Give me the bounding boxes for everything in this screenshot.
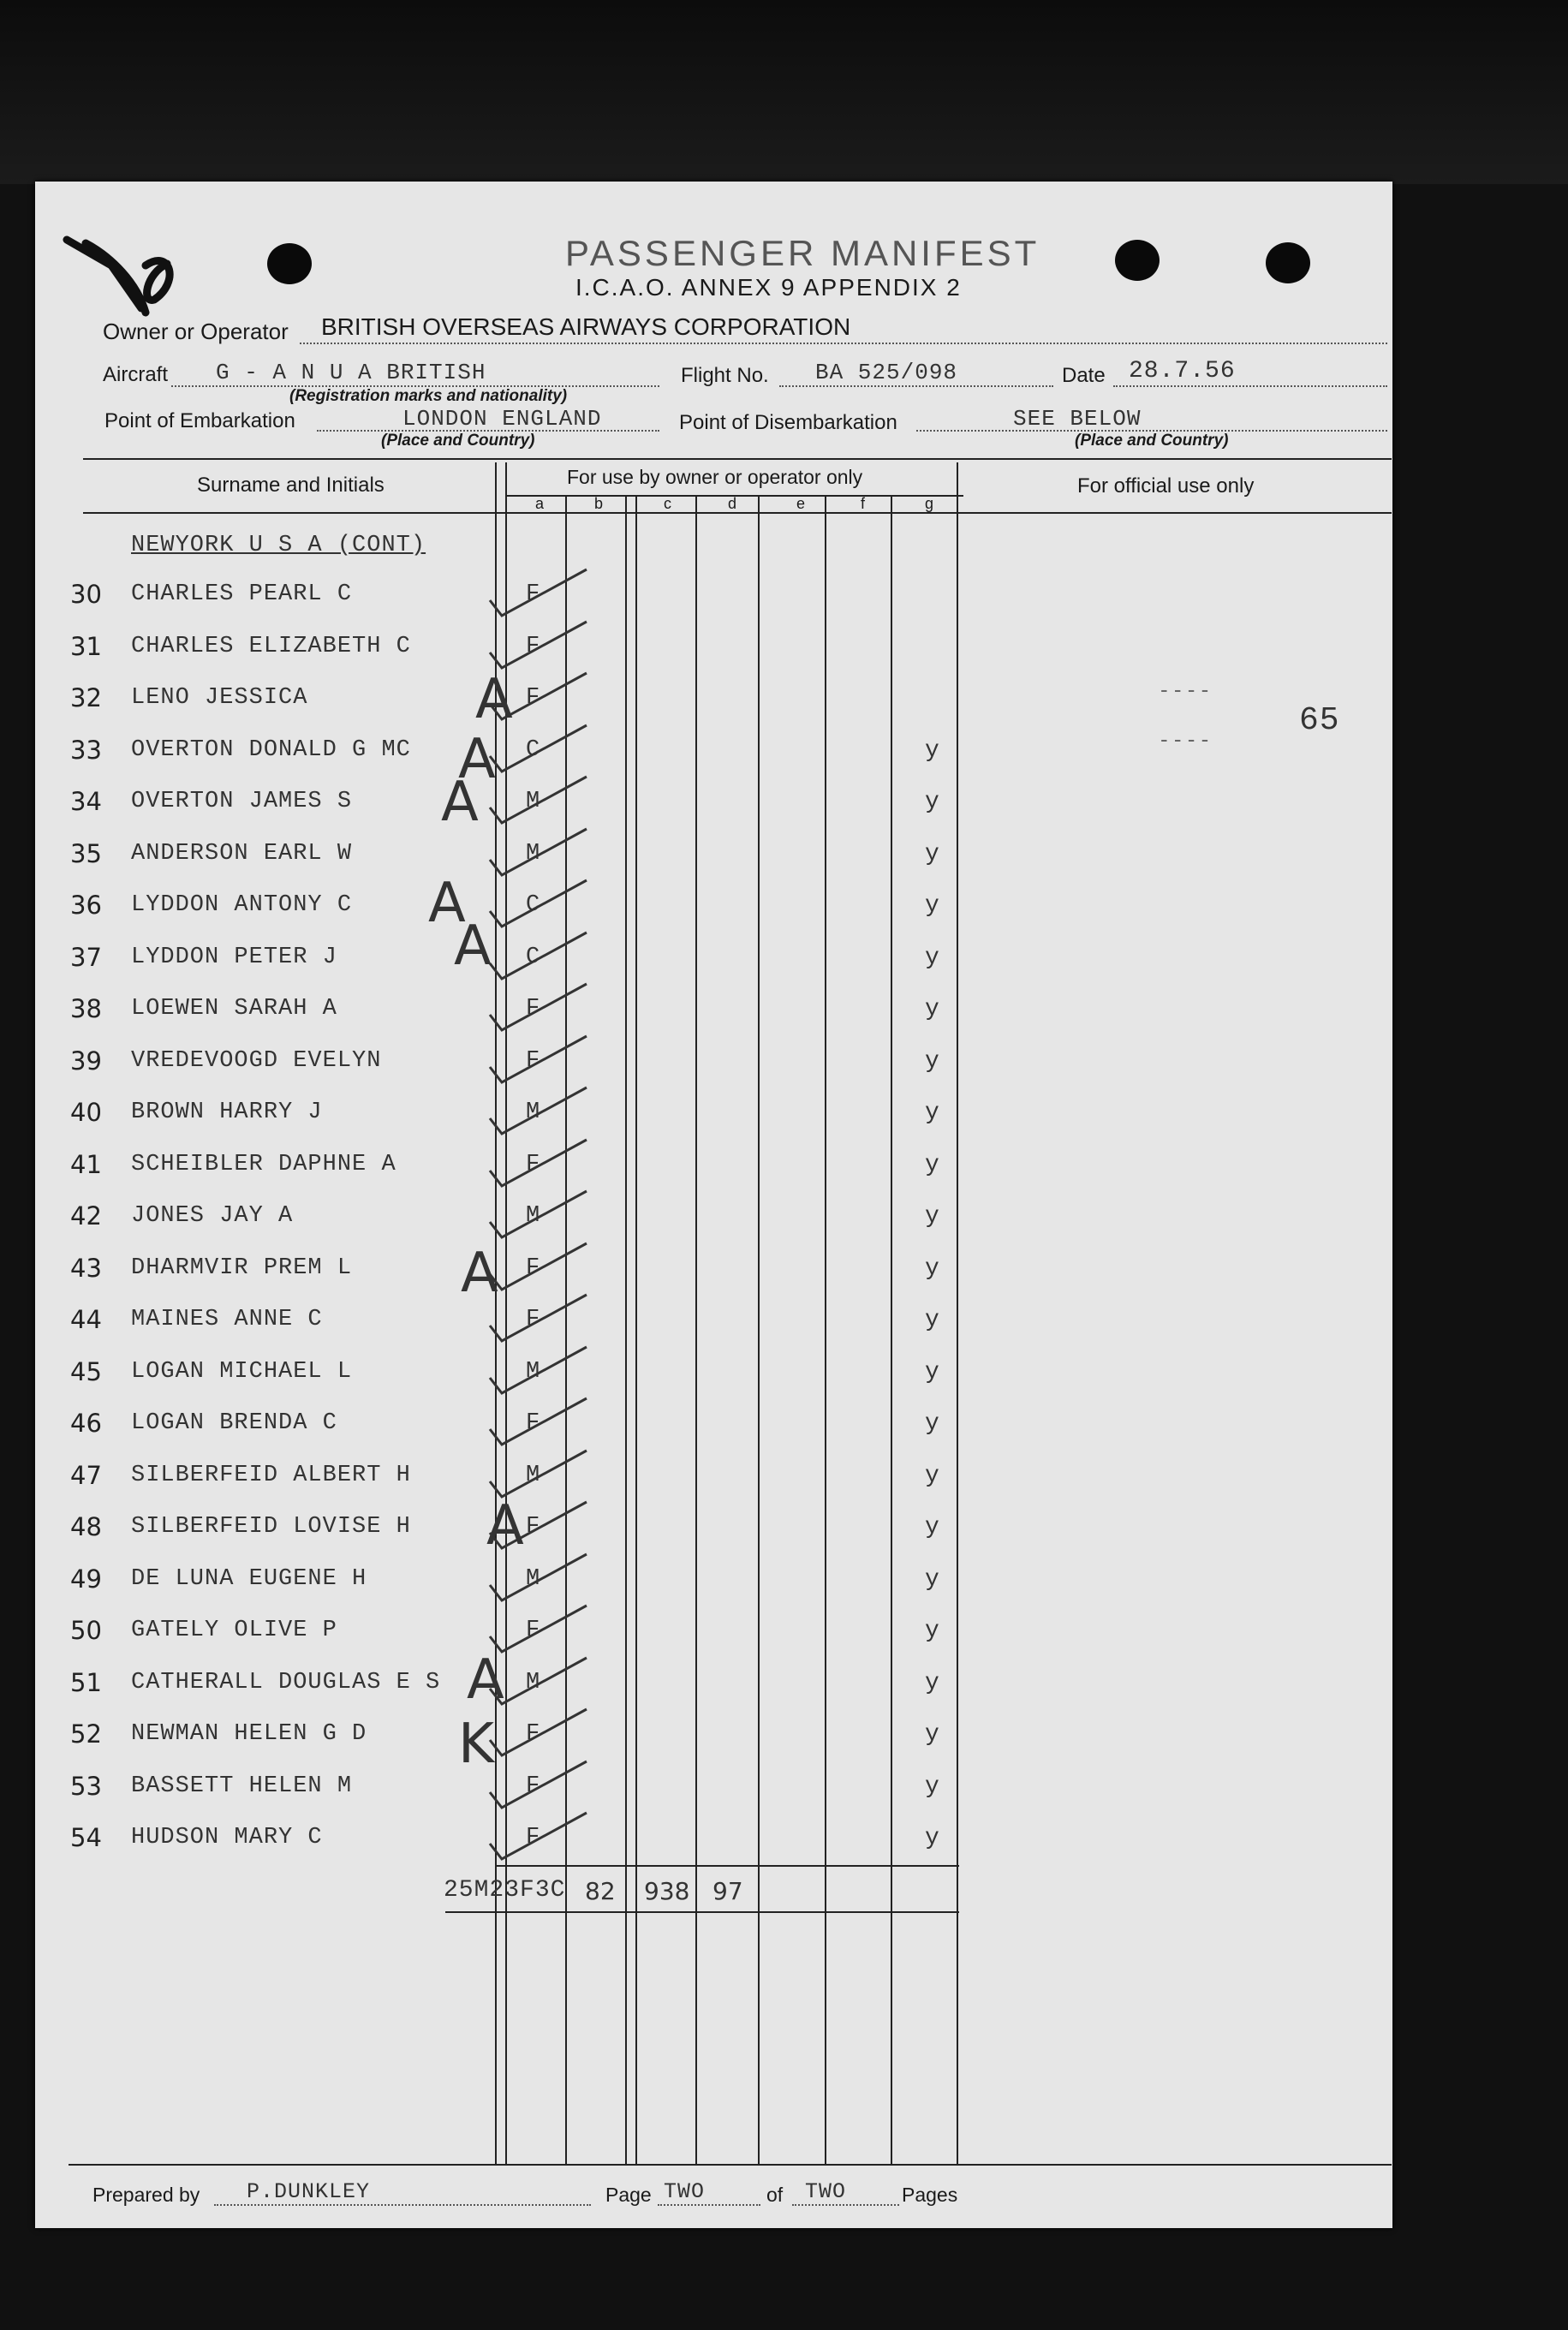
row-number: 32 <box>70 683 102 712</box>
passenger-sex: F <box>526 1721 541 1747</box>
table-row <box>0 987 1568 1039</box>
owner-line <box>300 343 1387 344</box>
column-g-mark: y <box>925 1618 940 1644</box>
table-row <box>0 625 1568 676</box>
table-bottom-rule <box>69 2164 1392 2166</box>
passenger-sex: F <box>526 996 541 1022</box>
passenger-name: SILBERFEID LOVISE H <box>131 1514 411 1540</box>
table-row <box>0 1558 1568 1609</box>
passenger-name: BASSETT HELEN M <box>131 1773 353 1799</box>
passenger-name: CATHERALL DOUGLAS E S <box>131 1669 441 1695</box>
handwritten-annotation: A <box>486 1494 524 1558</box>
row-number: 37 <box>70 942 102 972</box>
passenger-name: HUDSON MARY C <box>131 1825 323 1850</box>
row-number: 48 <box>70 1512 102 1541</box>
table-row <box>0 1298 1568 1350</box>
column-g-mark: y <box>925 840 940 867</box>
passenger-name: BROWN HARRY J <box>131 1099 323 1125</box>
column-g-mark: y <box>925 789 940 815</box>
disembark-label: Point of Disembarkation <box>679 411 897 434</box>
passenger-name: SILBERFEID ALBERT H <box>131 1462 411 1488</box>
total-a: 25M23F3C <box>444 1877 566 1904</box>
passenger-sex: M <box>526 789 541 814</box>
table-top-rule <box>83 458 1392 460</box>
aircraft-value: G - A N U A BRITISH <box>216 360 486 385</box>
sub-col-b: b <box>594 495 604 512</box>
passenger-sex: F <box>526 633 541 659</box>
official-count: 65 <box>1299 702 1340 739</box>
aircraft-label: Aircraft <box>103 363 169 386</box>
column-g-mark: y <box>925 1254 940 1282</box>
official-dashes: - - - - <box>1160 726 1209 752</box>
passenger-sex: F <box>526 685 541 711</box>
row-number: 43 <box>70 1253 102 1283</box>
passenger-sex: M <box>526 1099 541 1125</box>
punch-hole <box>267 243 312 284</box>
row-number: 34 <box>70 787 102 816</box>
table-row <box>0 1402 1568 1453</box>
table-row <box>0 1091 1568 1142</box>
column-g-mark: y <box>925 1410 940 1437</box>
table-row <box>0 936 1568 987</box>
row-number: 35 <box>70 838 102 868</box>
column-g-mark: y <box>925 1358 940 1385</box>
owner-label: Owner or Operator <box>103 319 289 344</box>
passenger-sex: C <box>526 736 541 763</box>
sub-col-a: a <box>535 495 545 512</box>
column-g-mark: y <box>925 1721 940 1748</box>
form-subtitle: I.C.A.O. ANNEX 9 APPENDIX 2 <box>575 274 962 301</box>
row-number: 39 <box>70 1046 102 1076</box>
column-g-mark: y <box>925 996 940 1022</box>
sub-col-e: e <box>796 495 806 512</box>
table-row <box>0 1765 1568 1816</box>
of-value: TWO <box>805 2179 847 2204</box>
row-number: 42 <box>70 1201 102 1231</box>
column-g-mark: y <box>925 1151 940 1178</box>
prepared-value: P.DUNKLEY <box>247 2179 371 2204</box>
passenger-name: DHARMVIR PREM L <box>131 1254 353 1281</box>
row-number: 31 <box>70 631 102 661</box>
passenger-sex: F <box>526 1825 541 1850</box>
date-line <box>1113 385 1387 387</box>
page-line <box>658 2204 760 2206</box>
col-header-name: Surname and Initials <box>197 474 385 497</box>
date-value: 28.7.56 <box>1129 358 1236 384</box>
column-g-mark: y <box>925 1773 940 1800</box>
column-g-mark: y <box>925 1669 940 1696</box>
table-row <box>0 832 1568 884</box>
owner-value: BRITISH OVERSEAS AIRWAYS CORPORATION <box>321 313 851 340</box>
sub-col-f: f <box>861 495 866 512</box>
row-number: 30 <box>70 580 102 609</box>
table-row <box>0 1661 1568 1713</box>
table-row <box>0 1816 1568 1868</box>
row-number: 50 <box>70 1616 102 1645</box>
handwritten-annotation: A <box>454 915 492 978</box>
column-g-mark: y <box>925 736 940 764</box>
table-row <box>0 1505 1568 1557</box>
row-number: 54 <box>70 1823 102 1852</box>
row-number: 44 <box>70 1305 102 1334</box>
sub-col-d: d <box>728 495 737 512</box>
passenger-sex: F <box>526 1410 541 1436</box>
passenger-name: LOEWEN SARAH A <box>131 996 337 1022</box>
table-row <box>0 1609 1568 1660</box>
handwritten-annotation: A <box>458 728 496 791</box>
flight-line <box>779 385 1053 387</box>
table-row <box>0 1195 1568 1246</box>
embark-value: LONDON ENGLAND <box>402 406 602 432</box>
table-row <box>0 1713 1568 1764</box>
date-label: Date <box>1062 364 1106 387</box>
column-g-mark: y <box>925 1514 940 1540</box>
passenger-sex: F <box>526 1254 541 1281</box>
passenger-sex: M <box>526 840 541 867</box>
totals-bottom-rule <box>445 1911 959 1913</box>
passenger-sex: M <box>526 1565 541 1592</box>
row-number: 51 <box>70 1667 102 1697</box>
handwritten-annotation: A <box>428 872 466 935</box>
passenger-sex: F <box>526 1773 541 1799</box>
passenger-name: ANDERSON EARL W <box>131 840 353 867</box>
table-row <box>0 1040 1568 1091</box>
passenger-sex: F <box>526 1047 541 1074</box>
handwritten-annotation: A <box>467 1648 504 1712</box>
flight-value: BA 525/098 <box>815 360 958 385</box>
handwritten-annotation: A <box>441 771 479 834</box>
column-g-mark: y <box>925 1099 940 1126</box>
passenger-name: SCHEIBLER DAPHNE A <box>131 1151 396 1177</box>
table-row <box>0 1454 1568 1505</box>
row-number: 41 <box>70 1149 102 1179</box>
pages-label: Pages <box>902 2184 958 2206</box>
column-g-mark: y <box>925 1462 940 1489</box>
passenger-name: OVERTON JAMES S <box>131 789 353 814</box>
sub-col-g: g <box>925 495 934 512</box>
handwritten-annotation: A <box>461 1242 498 1305</box>
passenger-name: GATELY OLIVE P <box>131 1618 337 1643</box>
passenger-sex: M <box>526 1669 541 1695</box>
row-number: 36 <box>70 891 102 920</box>
punch-hole <box>1115 240 1160 281</box>
table-row <box>0 780 1568 831</box>
passenger-name: LYDDON PETER J <box>131 944 337 970</box>
column-g-mark: y <box>925 1047 940 1075</box>
prepared-label: Prepared by <box>92 2184 200 2206</box>
row-number: 53 <box>70 1771 102 1801</box>
passenger-name: LENO JESSICA <box>131 685 308 711</box>
row-number: 45 <box>70 1356 102 1386</box>
passenger-name: LOGAN MICHAEL L <box>131 1358 353 1385</box>
row-number: 49 <box>70 1564 102 1594</box>
passenger-name: JONES JAY A <box>131 1203 294 1229</box>
passenger-sex: F <box>526 1151 541 1177</box>
passenger-sex: M <box>526 1358 541 1385</box>
passenger-sex: F <box>526 1618 541 1643</box>
passenger-name: NEWMAN HELEN G D <box>131 1721 367 1747</box>
passenger-name: CHARLES ELIZABETH C <box>131 633 411 659</box>
col-header-owner: For use by owner or operator only <box>567 466 863 488</box>
embark-label: Point of Embarkation <box>104 409 295 432</box>
total-c: 938 <box>644 1877 690 1905</box>
row-number: 33 <box>70 735 102 765</box>
col-header-official: For official use only <box>1077 474 1255 498</box>
passenger-sex: F <box>526 1307 541 1332</box>
embark-note: (Place and Country) <box>381 432 535 450</box>
passenger-name: MAINES ANNE C <box>131 1307 323 1332</box>
form-title: PASSENGER MANIFEST <box>565 233 1040 273</box>
row-number: 47 <box>70 1460 102 1490</box>
column-g-mark: y <box>925 1565 940 1593</box>
passenger-sex: M <box>526 1203 541 1229</box>
prepared-line <box>214 2204 591 2206</box>
table-row <box>0 1350 1568 1402</box>
passenger-sex: F <box>526 1514 541 1540</box>
passenger-name: LOGAN BRENDA C <box>131 1410 337 1436</box>
of-line <box>792 2204 899 2206</box>
table-row <box>0 573 1568 624</box>
table-row <box>0 1143 1568 1195</box>
column-g-mark: y <box>925 944 940 971</box>
passenger-sex: C <box>526 944 541 970</box>
passenger-name: VREDEVOOGD EVELYN <box>131 1047 382 1074</box>
row-number: 40 <box>70 1098 102 1127</box>
column-g-mark: y <box>925 892 940 919</box>
row-number: 52 <box>70 1719 102 1749</box>
table-row <box>0 884 1568 935</box>
passenger-name: DE LUNA EUGENE H <box>131 1565 367 1592</box>
row-number: 38 <box>70 994 102 1023</box>
punch-hole <box>1266 242 1310 283</box>
passenger-sex: M <box>526 1462 541 1488</box>
passenger-sex: F <box>526 581 541 607</box>
passenger-name: LYDDON ANTONY C <box>131 892 353 918</box>
of-label: of <box>766 2184 784 2206</box>
table-row <box>0 1247 1568 1298</box>
table-header-rule <box>83 512 1392 514</box>
registration-note: (Registration marks and nationality) <box>289 387 568 405</box>
total-b: 82 <box>585 1877 616 1905</box>
passenger-sex: C <box>526 892 541 918</box>
section-heading: NEWYORK U S A (CONT) <box>131 533 426 558</box>
column-g-mark: y <box>925 1825 940 1851</box>
handwritten-annotation: A <box>475 668 513 731</box>
column-g-mark: y <box>925 1203 940 1230</box>
page-value: TWO <box>664 2179 706 2204</box>
row-number: 46 <box>70 1409 102 1438</box>
column-g-mark: y <box>925 1307 940 1333</box>
disembark-note: (Place and Country) <box>1075 432 1229 450</box>
page-label: Page <box>605 2184 652 2206</box>
scan-background <box>0 0 1568 184</box>
total-d: 97 <box>712 1877 743 1905</box>
flight-label: Flight No. <box>681 364 769 387</box>
sub-col-c: c <box>664 495 671 512</box>
official-dashes: - - - - <box>1160 676 1209 702</box>
passenger-name: CHARLES PEARL C <box>131 581 353 607</box>
handwritten-annotation: K <box>458 1713 494 1776</box>
passenger-name: OVERTON DONALD G MC <box>131 736 411 763</box>
disembark-value: SEE BELOW <box>1013 406 1142 432</box>
